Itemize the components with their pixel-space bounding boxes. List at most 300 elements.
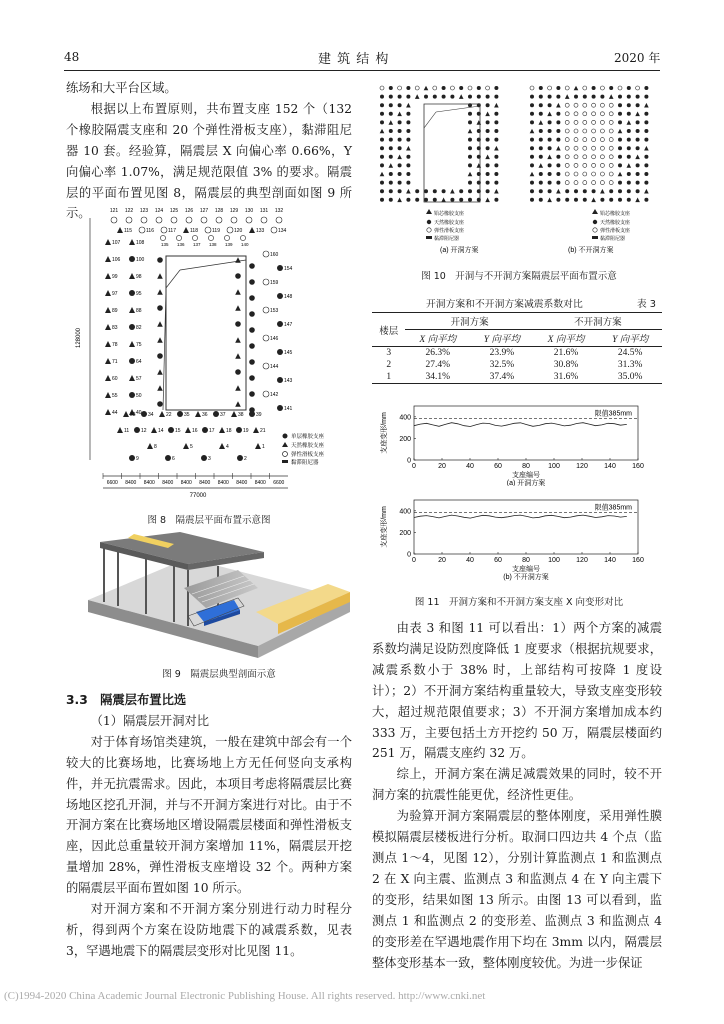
bearing-marker <box>609 103 613 107</box>
bearing-marker <box>627 95 631 99</box>
bearing-label: 64 <box>136 359 142 365</box>
bearing-marker <box>592 138 596 142</box>
bearing-marker <box>389 95 393 99</box>
x-tick-label: 20 <box>438 463 446 470</box>
side-dimension: 128000 <box>76 327 82 349</box>
bearing-label: 40 <box>136 410 142 416</box>
bearing-marker <box>105 324 111 330</box>
bearing-marker <box>539 155 543 159</box>
bearing-marker <box>235 305 241 311</box>
bearing-marker <box>548 189 552 193</box>
bearing-marker <box>157 385 163 391</box>
bearing-marker <box>556 189 561 194</box>
figure-10-caption: 图 10 开洞与不开洞方案隔震层平面布置示意 <box>421 271 617 282</box>
bearing-marker <box>468 198 472 202</box>
bearing-marker <box>171 217 177 223</box>
bearing-marker <box>157 273 163 279</box>
bearing-marker <box>548 120 552 124</box>
bearing-marker <box>161 227 167 233</box>
plan-comparison-figure <box>376 82 662 260</box>
bearing-marker <box>129 392 135 398</box>
bearing-marker <box>397 198 402 203</box>
legend-item: 铅芯橡胶支座 <box>434 211 465 217</box>
bearing-marker <box>644 146 649 151</box>
bearing-label: 130 <box>244 208 254 214</box>
bearing-marker <box>406 172 410 176</box>
bearing-marker <box>636 103 640 107</box>
bearing-marker <box>231 411 237 417</box>
bearing-marker <box>627 155 631 159</box>
bearing-marker <box>406 95 410 99</box>
bearing-marker <box>177 411 183 417</box>
y-tick-label: 200 <box>399 529 411 537</box>
bearing-marker <box>183 443 189 449</box>
bearing-marker <box>433 198 437 202</box>
bearing-marker <box>156 217 162 223</box>
bearing-marker <box>600 95 604 99</box>
bearing-marker <box>415 198 419 202</box>
bearing-label: 153 <box>270 308 279 314</box>
bearing-marker <box>583 112 587 116</box>
bearing-label: 83 <box>112 325 118 331</box>
bearing-marker <box>141 411 147 417</box>
bearing-label: 123 <box>139 208 149 214</box>
chart-subtitle: (a) 开洞方案 <box>506 480 546 486</box>
bearing-marker <box>548 103 552 107</box>
bearing-marker <box>539 172 543 176</box>
bearing-marker <box>105 409 111 415</box>
bearing-marker <box>609 198 613 202</box>
bearing-marker <box>450 95 454 99</box>
bearing-marker <box>530 146 534 150</box>
bearing-label: 89 <box>112 308 118 314</box>
bearing-label: 78 <box>112 342 118 348</box>
bearing-marker <box>157 321 163 327</box>
bearing-label: 144 <box>270 364 279 370</box>
table-cell: 34.1% <box>405 371 470 384</box>
bearing-marker <box>592 189 596 193</box>
bearing-label: 118 <box>190 228 198 234</box>
bearing-marker <box>117 227 123 233</box>
bearing-marker <box>468 146 472 150</box>
bearing-marker <box>105 307 111 313</box>
bearing-marker <box>468 129 473 134</box>
x-tick-label: 40 <box>466 557 474 564</box>
bearing-marker <box>105 358 111 364</box>
bearing-marker <box>556 163 560 167</box>
copyright-footer: (C)1994-2020 China Academic Journal Electronic Publishing House. All rights reserved. http://www.cnki.net <box>4 990 486 1002</box>
bearing-marker <box>600 112 604 116</box>
bearing-label: 9 <box>136 456 139 462</box>
bearing-label: 121 <box>109 208 119 214</box>
table-label: 表 3 <box>636 299 656 310</box>
bearing-marker <box>574 146 578 150</box>
bearing-marker <box>627 103 631 107</box>
bearing-marker <box>406 163 410 167</box>
bearing-marker <box>548 172 552 176</box>
bearing-label: 17 <box>209 428 215 434</box>
bearing-marker <box>644 86 648 90</box>
bearing-marker <box>406 120 410 124</box>
x-tick-label: 160 <box>632 463 644 470</box>
bearing-marker <box>574 129 578 133</box>
limit-label: 限值385mm <box>594 410 632 418</box>
section-heading: 3.3 隔震层布置比选 <box>66 693 187 707</box>
paragraph: 对于体育场馆类建筑，一般在建筑中部会有一个较大的比赛场地，比赛场地上方无任何竖向支承构件，并无抗震需求。因此，本项目考虑将隔震层比赛场地区挖孔开洞，并与不开洞方案进行对比。由于不开洞方案在比赛场地区增设隔震层楼面和弹性滑板支座，因此总重量较开洞方案增加 11%，隔震层开挖量增加 28%，弹性滑板支座增设 32 个。两种方案的隔震层平面布置如图 10 所示。 <box>66 734 352 896</box>
bearing-marker <box>592 112 596 116</box>
bearing-marker <box>235 369 241 375</box>
y-tick-label: 400 <box>399 414 411 422</box>
bearing-marker <box>235 401 241 407</box>
bearing-marker <box>494 189 499 194</box>
bearing-marker <box>556 155 560 159</box>
bearing-marker <box>249 375 255 381</box>
bearing-marker <box>600 163 604 167</box>
subfigure-a-label: (a) 开洞方案 <box>440 247 479 254</box>
bearing-marker <box>530 172 535 177</box>
bearing-marker <box>486 181 490 185</box>
x-tick-label: 100 <box>548 557 560 564</box>
bearing-marker <box>627 129 631 133</box>
bearing-label: 107 <box>112 240 121 246</box>
bearing-marker <box>389 103 393 107</box>
bearing-marker <box>530 198 534 202</box>
bearing-marker <box>486 103 490 107</box>
dimension-label: 8400 <box>236 480 248 486</box>
chart-subtitle: (b) 不开洞方案 <box>503 574 549 581</box>
bearing-marker <box>398 172 402 176</box>
x-tick-label: 0 <box>412 463 416 470</box>
column-group-header: 不开洞方案 <box>534 313 662 330</box>
bearing-marker <box>486 138 490 142</box>
bearing-label: 22 <box>166 412 172 418</box>
bearing-marker <box>556 112 560 116</box>
bearing-label: 141 <box>284 406 293 412</box>
bearing-marker <box>618 146 622 150</box>
bearing-marker <box>644 155 648 159</box>
bearing-marker <box>644 120 648 124</box>
bearing-marker <box>600 120 604 124</box>
bearing-marker <box>227 227 233 233</box>
bearing-marker <box>235 257 241 263</box>
bearing-marker <box>583 95 587 99</box>
bearing-marker <box>636 172 640 176</box>
bearing-marker <box>636 95 640 99</box>
dimension-label: 8400 <box>217 480 229 486</box>
bearing-marker <box>442 86 446 90</box>
bearing-marker <box>530 86 534 90</box>
bearing-marker <box>157 337 163 343</box>
bearing-marker <box>609 181 613 185</box>
bearing-marker <box>627 198 631 202</box>
bearing-marker <box>644 103 649 108</box>
bearing-marker <box>380 103 384 107</box>
bearing-marker <box>618 129 623 134</box>
bearing-marker <box>583 189 587 193</box>
bearing-marker <box>574 198 578 202</box>
bearing-marker <box>406 103 411 108</box>
bearing-marker <box>129 341 135 347</box>
legend-item: 铅芯橡胶支座 <box>600 211 631 217</box>
bearing-marker <box>389 138 393 142</box>
bearing-marker <box>556 129 560 133</box>
bearing-marker <box>494 163 498 167</box>
bearing-marker <box>389 181 393 185</box>
bearing-marker <box>548 163 552 167</box>
deformation-series <box>414 423 627 427</box>
bearing-marker <box>592 103 596 107</box>
bearing-marker <box>609 86 613 90</box>
table-row <box>372 371 662 384</box>
journal-name: 建 筑 结 构 <box>318 52 390 67</box>
x-axis-label: 支座编号 <box>512 472 540 479</box>
bearing-label: 19 <box>243 428 249 434</box>
bearing-marker <box>442 95 446 99</box>
bearing-marker <box>249 279 255 285</box>
bearing-marker <box>398 189 402 193</box>
legend-item: 弹性滑板支座 <box>434 228 465 234</box>
bearing-label: 100 <box>136 257 145 263</box>
bearing-marker <box>380 189 384 193</box>
bearing-label: 117 <box>168 228 176 234</box>
bearing-marker <box>105 273 111 279</box>
bearing-marker <box>556 146 561 151</box>
bearing-marker <box>644 189 649 194</box>
bearing-marker <box>468 155 472 159</box>
paragraph: 由表 3 和图 11 可以看出：1）两个方案的减震系数均满足设防烈度降低 1 度要求（根据抗规要求，减震系数小于 38% 时，上部结构可按降 1 度设计）；2）不开洞方案结构重量较大，导致支座变形较大，超过规范限值要求；3）不开洞方案增加成本约 333 万，主要包括土方开挖约 50 万，隔震层楼面约 251 万，隔震支座约 32 万。 <box>372 621 662 761</box>
bearing-label: 137 <box>193 242 201 247</box>
bearing-marker <box>618 112 622 116</box>
bearing-label: 106 <box>112 257 121 263</box>
bearing-marker <box>424 86 429 91</box>
bearing-marker <box>389 189 393 193</box>
bearing-marker <box>530 103 534 107</box>
bearing-marker <box>548 129 552 133</box>
bearing-marker <box>636 138 640 142</box>
bearing-marker <box>160 235 165 240</box>
bearing-marker <box>600 103 604 107</box>
bearing-marker <box>213 411 219 417</box>
bearing-marker <box>609 129 613 133</box>
bearing-marker <box>380 138 384 142</box>
bearing-label: 126 <box>184 208 194 214</box>
bearing-marker <box>249 311 255 317</box>
bearing-marker <box>389 155 393 159</box>
bearing-marker <box>565 120 569 124</box>
bearing-label: 145 <box>284 350 293 356</box>
bearing-marker <box>574 155 578 159</box>
bearing-label: 99 <box>112 274 118 280</box>
bearing-marker <box>609 94 614 99</box>
bearing-marker <box>539 189 543 193</box>
deformation-series <box>414 515 627 518</box>
bearing-marker <box>441 198 446 203</box>
bearing-marker <box>609 189 613 193</box>
bearing-marker <box>565 112 569 116</box>
bearing-marker <box>263 251 269 257</box>
bearing-marker <box>565 103 569 107</box>
bearing-marker <box>565 138 569 142</box>
bearing-label: 124 <box>154 208 164 214</box>
x-tick-label: 80 <box>522 463 530 470</box>
bearing-marker <box>263 335 269 341</box>
bearing-marker <box>477 86 481 90</box>
bearing-marker <box>609 146 613 150</box>
bearing-marker <box>389 86 393 90</box>
bearing-marker <box>389 120 394 125</box>
bearing-label: 154 <box>284 266 293 272</box>
bearing-label: 1 <box>262 444 265 450</box>
bearing-marker <box>486 146 490 150</box>
bearing-marker <box>424 95 428 99</box>
table-row <box>372 347 662 360</box>
bearing-marker <box>129 273 135 279</box>
bearing-marker <box>129 256 135 262</box>
bearing-marker <box>105 256 111 262</box>
bearing-marker <box>644 163 648 167</box>
bearing-marker <box>530 181 534 185</box>
bearing-marker <box>644 181 648 185</box>
bearing-marker <box>468 181 472 185</box>
bearing-label: 34 <box>148 412 154 418</box>
bearing-marker <box>609 163 613 167</box>
bearing-marker <box>406 189 411 194</box>
bearing-label: 138 <box>209 242 217 247</box>
bearing-marker <box>157 401 163 407</box>
bearing-marker <box>485 198 490 203</box>
bearing-marker <box>277 349 283 355</box>
bearing-marker <box>574 138 578 142</box>
bearing-marker <box>389 129 393 133</box>
bearing-marker <box>398 146 402 150</box>
bearing-label: 37 <box>220 412 226 418</box>
bearing-marker <box>380 86 384 90</box>
bearing-label: 12 <box>141 428 147 434</box>
bearing-label: 33 <box>130 412 136 418</box>
bearing-label: 39 <box>256 412 262 418</box>
bearing-marker <box>165 455 171 461</box>
bearing-marker <box>123 411 129 417</box>
bearing-marker <box>591 198 596 203</box>
legend-item: 天然橡胶支座 <box>600 220 631 226</box>
bearing-marker <box>539 181 543 185</box>
bearing-marker <box>433 189 437 193</box>
bearing-marker <box>397 155 402 160</box>
paragraph: 根据以上布置原则，共布置支座 152 个（132 个橡胶隔震支座和 20 个弹性滑板支座），黏滞阻尼器 10 套。经验算，隔震层 X 向偏心率 0.66%，Y 向偏心率 1.07%，满足规范限值 3% 的要求。隔震层的平面布置见图 8，隔震层的典型剖面如图 9 所示。 <box>66 101 352 221</box>
bearing-label: 57 <box>136 376 142 382</box>
bearing-label: 4 <box>226 444 229 450</box>
bearing-marker <box>609 120 613 124</box>
bearing-label: 133 <box>256 228 265 234</box>
bearing-marker <box>263 307 269 313</box>
bearing-marker <box>539 198 543 202</box>
bearing-marker <box>249 411 255 417</box>
year: 2020 年 <box>614 51 661 65</box>
bearing-marker <box>635 155 640 160</box>
bearing-marker <box>224 235 229 240</box>
legend-item: 黏滞阻尼器 <box>600 236 626 242</box>
bearing-marker <box>574 189 578 193</box>
bearing-marker <box>157 305 163 311</box>
bearing-marker <box>635 112 640 117</box>
bearing-marker <box>600 146 604 150</box>
y-tick-label: 0 <box>407 551 411 559</box>
typical-section-figure <box>88 528 350 658</box>
bearing-marker <box>406 112 410 116</box>
bearing-marker <box>618 86 622 90</box>
bearing-marker <box>380 172 385 177</box>
bearing-marker <box>494 95 498 99</box>
bearing-marker <box>592 163 596 167</box>
bearing-label: 38 <box>238 412 244 418</box>
bearing-marker <box>240 235 245 240</box>
bearing-label: 135 <box>161 242 169 247</box>
bearing-marker <box>565 86 569 90</box>
bearing-marker <box>574 163 578 167</box>
deformation-chart-a <box>376 398 662 486</box>
bearing-marker <box>486 120 490 124</box>
bearing-marker <box>397 112 402 117</box>
bearing-marker <box>263 279 269 285</box>
bearing-marker <box>263 391 269 397</box>
table-cell: 31.3% <box>617 360 643 370</box>
bearing-marker <box>433 95 437 99</box>
column-header: X 向平均 <box>534 330 599 347</box>
x-tick-label: 80 <box>522 557 530 564</box>
bearing-label: 122 <box>124 208 134 214</box>
bearing-marker <box>574 120 578 124</box>
bearing-marker <box>235 289 241 295</box>
bearing-marker <box>618 181 622 185</box>
bearing-marker <box>494 129 498 133</box>
bearing-label: 115 <box>124 228 132 234</box>
table-cell: 1 <box>372 371 405 384</box>
bearing-marker <box>592 95 596 99</box>
bearing-label: 8 <box>154 444 157 450</box>
bearing-marker <box>129 239 135 245</box>
bearing-label: 128 <box>214 208 224 214</box>
bearing-marker <box>468 95 472 99</box>
bearing-marker <box>565 198 569 202</box>
x-axis-label: 支座编号 <box>512 566 540 573</box>
table-cell: 2 <box>386 360 392 370</box>
bearing-marker <box>547 112 552 117</box>
bearing-marker <box>530 155 534 159</box>
bearing-label: 116 <box>146 228 154 234</box>
x-tick-label: 100 <box>548 463 560 470</box>
y-tick-label: 200 <box>399 435 411 443</box>
bearing-marker <box>477 95 481 99</box>
bearing-marker <box>183 227 189 233</box>
column-header: Y 向平均 <box>470 330 534 347</box>
bearing-marker <box>583 103 587 107</box>
bearing-label: 5 <box>190 444 193 450</box>
table-cell: 37.4% <box>470 371 534 384</box>
bearing-marker <box>277 377 283 383</box>
x-tick-label: 140 <box>604 557 616 564</box>
bearing-marker <box>600 129 604 133</box>
bearing-label: 134 <box>278 228 287 234</box>
bearing-marker <box>129 290 135 296</box>
bearing-label: 125 <box>169 208 179 214</box>
table-cell: 23.9% <box>489 348 515 358</box>
bearing-marker <box>565 129 569 133</box>
bearing-label: 44 <box>112 410 118 416</box>
bearing-marker <box>235 273 241 279</box>
bearing-marker <box>627 172 631 176</box>
table-cell: 35.0% <box>598 371 662 384</box>
bearing-marker <box>600 155 604 159</box>
